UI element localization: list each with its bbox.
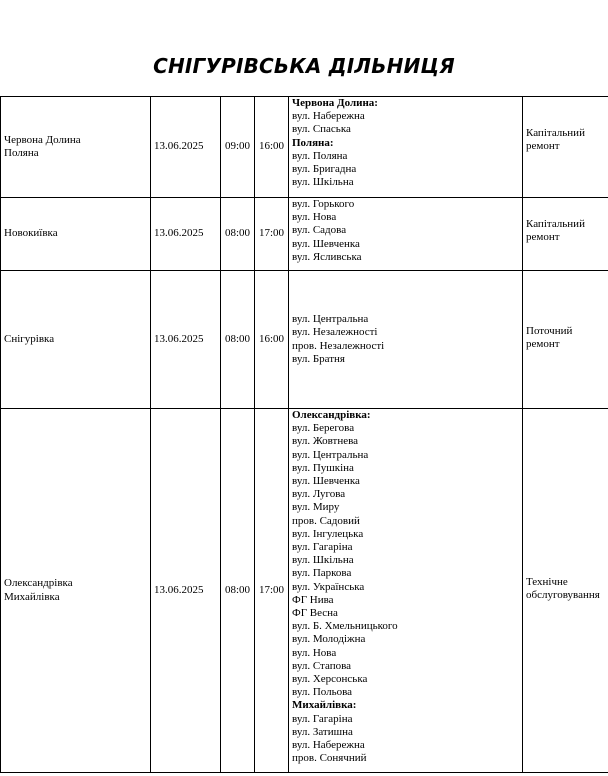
streets-cell xyxy=(289,198,523,271)
locality-name: Михайлівка xyxy=(4,590,60,603)
locality-cell xyxy=(1,97,151,198)
locality-name: Снігурівка xyxy=(4,332,55,345)
work-type-line: ремонт xyxy=(526,140,560,153)
streets-cell xyxy=(289,409,523,773)
street-line: вул. Шкільна xyxy=(292,176,354,189)
street-line: вул. Паркова xyxy=(292,567,352,580)
street-line: вул. Шевченка xyxy=(292,475,360,488)
street-line: пров. Сонячний xyxy=(292,752,367,765)
street-line: вул. Херсонська xyxy=(292,673,368,686)
street-line: вул. Центральна xyxy=(292,313,369,326)
date-cell: 13.06.2025 xyxy=(151,198,221,271)
work-type-cell xyxy=(523,198,608,271)
start-time-cell: 08:00 xyxy=(221,409,255,773)
street-line: вул. Бригадна xyxy=(292,163,357,176)
street-line: вул. Стапова xyxy=(292,659,352,672)
street-line: вул. Жовтнева xyxy=(292,435,359,448)
street-line: ФГ Весна xyxy=(292,607,338,620)
table-row xyxy=(1,409,608,773)
street-line: вул. Шкільна xyxy=(292,554,354,567)
street-line: вул. Незалежності xyxy=(292,326,378,339)
street-line: ФГ Нива xyxy=(292,593,334,606)
work-type-line: Капітальний xyxy=(526,218,585,230)
start-time-cell: 09:00 xyxy=(221,97,255,198)
outage-schedule-table xyxy=(0,96,608,773)
street-line: вул. Нова xyxy=(292,211,337,224)
start-time-cell: 08:00 xyxy=(221,271,255,409)
work-type-line: обслуговування xyxy=(526,589,600,602)
street-line: вул. Ясливська xyxy=(292,250,362,263)
street-line: вул. Набережна xyxy=(292,110,365,123)
end-time-cell: 16:00 xyxy=(255,271,289,409)
end-time-cell: 17:00 xyxy=(255,409,289,773)
street-line: вул. Українська xyxy=(292,580,365,593)
work-type-cell xyxy=(523,97,608,198)
streets-cell xyxy=(289,271,523,409)
start-time-cell: 08:00 xyxy=(221,198,255,271)
work-type-line: ремонт xyxy=(526,338,560,351)
street-line: вул. Гагаріна xyxy=(292,541,353,554)
street-line: вул. Братня xyxy=(292,352,345,365)
date-cell: 13.06.2025 xyxy=(151,97,221,198)
table-row xyxy=(1,198,608,271)
street-line: вул. Горького xyxy=(292,198,355,210)
work-type-line: ремонт xyxy=(526,231,560,244)
street-line: вул. Пушкіна xyxy=(292,461,354,474)
table-row xyxy=(1,97,608,198)
work-type-line: Капітальний xyxy=(526,127,585,139)
street-line: вул. Молодіжна xyxy=(292,633,366,646)
street-line: вул. Нова xyxy=(292,646,337,659)
street-line: вул. Поляна xyxy=(292,149,348,162)
street-line: вул. Набережна xyxy=(292,739,365,752)
locality-name: Червона Долина xyxy=(4,133,81,146)
street-line: вул. Затишна xyxy=(292,725,353,738)
end-time-cell: 17:00 xyxy=(255,198,289,271)
street-line: вул. Центральна xyxy=(292,448,369,461)
page-title: СНІГУРІВСЬКА ДІЛЬНИЦЯ xyxy=(153,54,455,78)
end-time-cell: 16:00 xyxy=(255,97,289,198)
work-type-line: Поточний xyxy=(526,325,573,337)
locality-cell xyxy=(1,198,151,271)
street-group-heading: Поляна: xyxy=(292,136,334,149)
table-row xyxy=(1,271,608,409)
street-line: вул. Інгулецька xyxy=(292,527,364,540)
date-cell: 13.06.2025 xyxy=(151,271,221,409)
date-cell: 13.06.2025 xyxy=(151,409,221,773)
street-line: вул. Б. Хмельницького xyxy=(292,620,398,633)
street-line: вул. Лугова xyxy=(292,488,346,501)
street-line: вул. Спаська xyxy=(292,123,351,136)
street-line: вул. Гагаріна xyxy=(292,712,353,725)
locality-name: Новокиївка xyxy=(4,227,58,240)
street-line: вул. Миру xyxy=(292,501,340,514)
street-line: пров. Незалежності xyxy=(292,339,385,352)
work-type-line: Технічне xyxy=(526,576,568,588)
street-group-heading: Михайлівка: xyxy=(292,699,357,712)
work-type-cell xyxy=(523,271,608,409)
street-line: вул. Берегова xyxy=(292,422,355,435)
street-group-heading: Червона Долина: xyxy=(292,97,378,109)
work-type-cell xyxy=(523,409,608,773)
streets-cell xyxy=(289,97,523,198)
street-line: вул. Польова xyxy=(292,686,353,699)
locality-name: Олександрівка xyxy=(4,577,73,590)
locality-cell xyxy=(1,409,151,773)
locality-cell xyxy=(1,271,151,409)
street-group-heading: Олександрівка: xyxy=(292,409,371,421)
street-line: пров. Садовий xyxy=(292,514,360,527)
locality-name: Поляна xyxy=(4,147,39,159)
street-line: вул. Садова xyxy=(292,224,347,237)
street-line: вул. Шевченка xyxy=(292,237,360,250)
